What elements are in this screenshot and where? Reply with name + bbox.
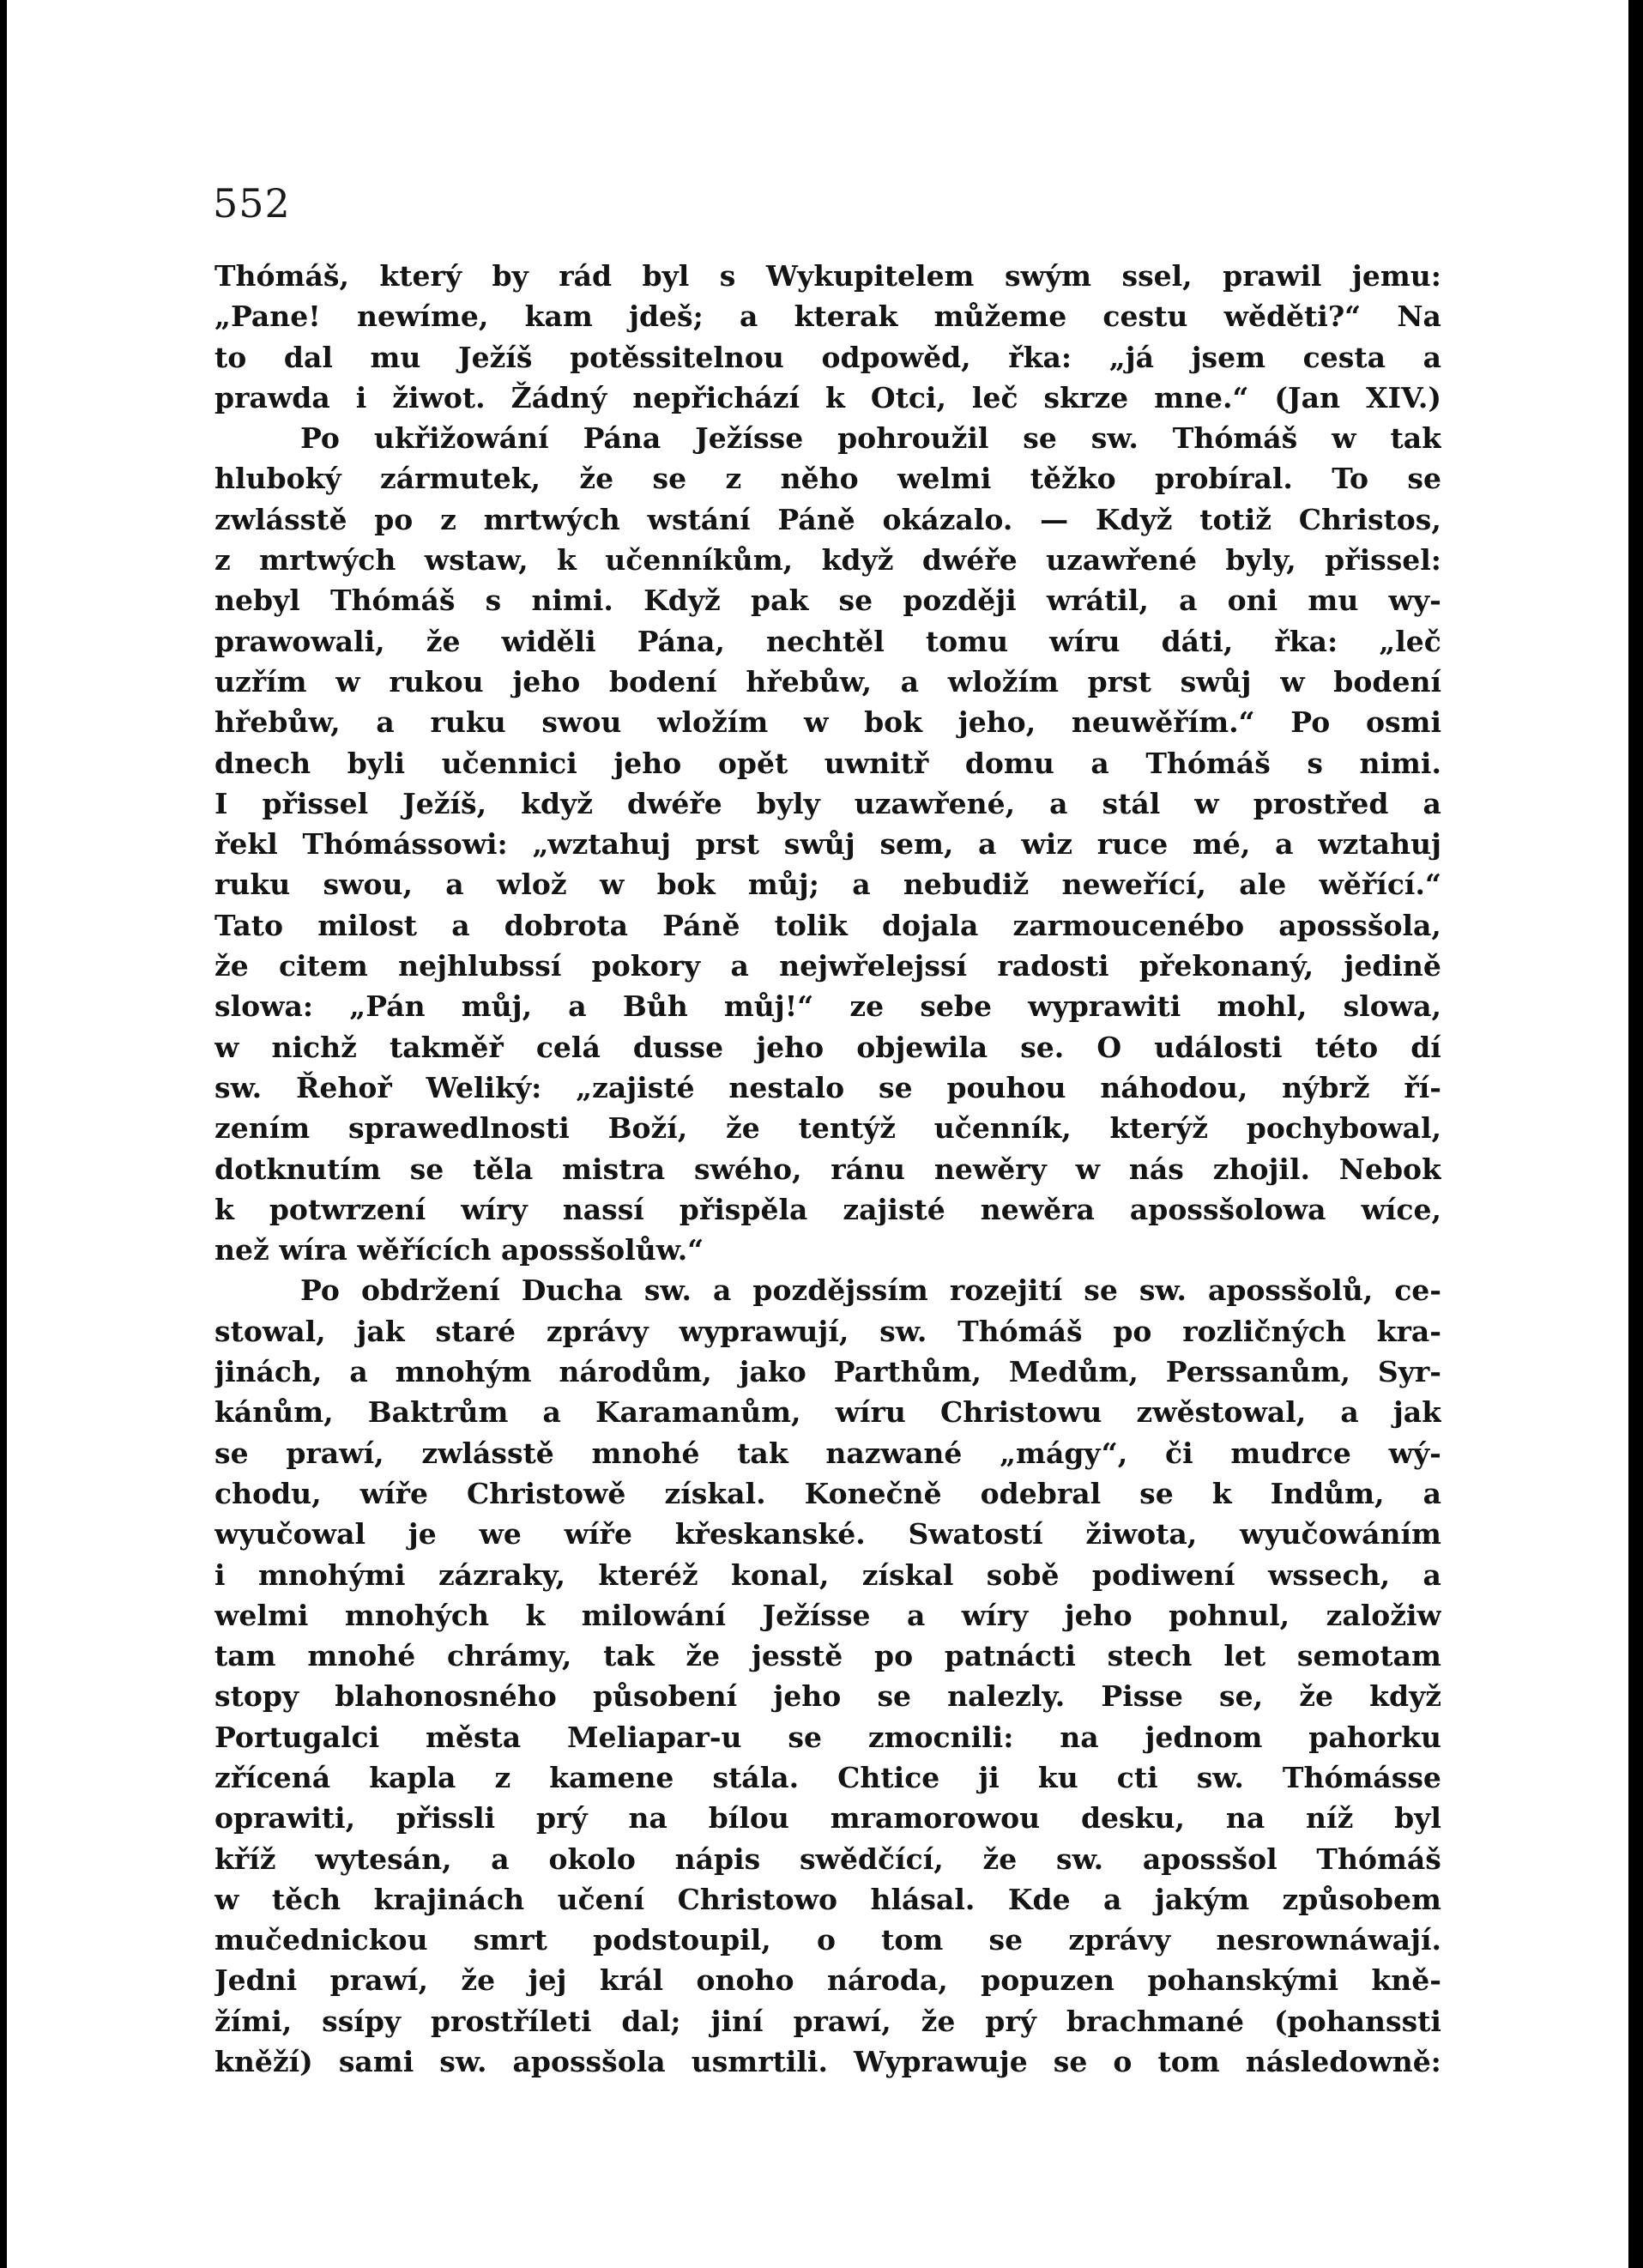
text-line: welmi mnohých k milowání Ježísse a wíry jeho pohnul, založiw bbox=[214, 1598, 1441, 1632]
text-line: dotknutím se těla mistra swého, ránu newěry w nás zhojil. Nebok bbox=[214, 1152, 1441, 1186]
text-line: kněží) sami sw. apossšola usmrtili. Wyprawuje se o tom následowně: bbox=[214, 2045, 1441, 2079]
text-line: Jedni prawí, že jej král onoho národa, popuzen pohanskými kně- bbox=[214, 1963, 1441, 1998]
text-line: z mrtwých wstaw, k učenníkům, když dwéře uzawřené byly, přissel: bbox=[214, 543, 1441, 578]
text-line: Thómáš, který by rád byl s Wykupitelem swým ssel, prawil jemu: bbox=[214, 259, 1441, 293]
page-number: 552 bbox=[213, 180, 291, 227]
text-line: to dal mu Ježíš potěssitelnou odpowěd, řka: „já jsem cesta a bbox=[214, 340, 1441, 374]
text-line: kánům, Baktrům a Karamanům, wíru Christowu zwěstowal, a jak bbox=[214, 1395, 1441, 1430]
text-line: zřícená kapla z kamene stála. Chtice ji ku cti sw. Thómásse bbox=[214, 1760, 1441, 1794]
text-line: dnech byli učennici jeho opět uwnitř domu a Thómáš s nimi. bbox=[214, 746, 1441, 780]
text-line: „Pane! newíme, kam jdeš; a kterak můžeme cestu wěděti?“ Na bbox=[214, 299, 1441, 334]
text-line: zením sprawedlnosti Boží, že tentýž učenník, kterýž pochybowal, bbox=[214, 1111, 1441, 1146]
text-line: I přissel Ježíš, když dwéře byly uzawřené, a stál w prostřed a bbox=[214, 786, 1441, 820]
text-line: Portugalci města Meliapar-u se zmocnili: na jednom pahorku bbox=[214, 1720, 1441, 1754]
text-line: stopy blahonosného působení jeho se nalezly. Pisse se, že když bbox=[214, 1679, 1441, 1714]
text-line: kříž wytesán, a okolo nápis swědčící, že sw. apossšol Thómáš bbox=[214, 1842, 1441, 1876]
text-line: prawda i žiwot. Žádný nepřichází k Otci, leč skrze mne.“ (Jan XIV.) bbox=[214, 380, 1441, 414]
text-line: se prawí, zwlásstě mnohé tak nazwané „mágy“, či mudrce wý- bbox=[214, 1436, 1441, 1470]
text-line: žími, ssípy prostříleti dal; jiní prawí, že prý brachmané (pohanssti bbox=[214, 2004, 1441, 2038]
text-line: hluboký zármutek, že se z něho welmi těžko probíral. To se bbox=[214, 462, 1441, 496]
text-line: zwlásstě po z mrtwých wstání Páně okázalo. — Když totiž Christos, bbox=[214, 502, 1441, 536]
text-line: oprawiti, přissli prý na bílou mramorowou desku, na níž byl bbox=[214, 1801, 1441, 1836]
text-line: než wíra wěřících apossšolůw.“ bbox=[214, 1233, 704, 1267]
text-line: slowa: „Pán můj, a Bůh můj!“ ze sebe wyprawiti mohl, slowa, bbox=[214, 989, 1441, 1024]
text-line: Tato milost a dobrota Páně tolik dojala zarmoucenébo apossšola, bbox=[214, 908, 1441, 942]
text-line: ruku swou, a wlož w bok můj; a nebudiž neweřící, ale wěřící.“ bbox=[214, 868, 1441, 902]
text-line: w těch krajinách učení Christowo hlásal. Kde a jakým způsobem bbox=[214, 1882, 1441, 1916]
book-page bbox=[7, 0, 1628, 2268]
text-line: sw. Řehoř Weliký: „zajisté nestalo se pouhou náhodou, nýbrž ří- bbox=[214, 1070, 1441, 1104]
text-line: že citem nejhlubssí pokory a nejwřelejssí radosti překonaný, jedině bbox=[214, 949, 1441, 983]
text-line: i mnohými zázraky, kteréž konal, získal sobě podiwení wssech, a bbox=[214, 1557, 1441, 1592]
text-line: w nichž takměř celá dusse jeho objewila se. O události této dí bbox=[214, 1030, 1441, 1064]
text-line: stowal, jak staré zprávy wyprawují, sw. Thómáš po rozličných kra- bbox=[214, 1314, 1441, 1348]
text-line: jinách, a mnohým národům, jako Parthům, Medům, Perssanům, Syr- bbox=[214, 1355, 1441, 1389]
body-text bbox=[214, 256, 1441, 2082]
text-line: chodu, wíře Christowě získal. Konečně odebral se k Indům, a bbox=[214, 1476, 1441, 1510]
text-line: wyučowal je we wíře křeskanské. Swatostí žiwota, wyučowáním bbox=[214, 1517, 1441, 1551]
text-line: prawowali, že widěli Pána, nechtěl tomu wíru dáti, řka: „leč bbox=[214, 624, 1441, 658]
text-line: mučednickou smrt podstoupil, o tom se zprávy nesrownáwají. bbox=[214, 1923, 1441, 1957]
text-line: nebyl Thómáš s nimi. Když pak se později wrátil, a oni mu wy- bbox=[214, 584, 1441, 618]
text-line: hřebůw, a ruku swou wložím w bok jeho, neuwěřím.“ Po osmi bbox=[214, 705, 1441, 740]
text-line: k potwrzení wíry nassí přispěla zajisté newěra apossšolowa wíce, bbox=[214, 1192, 1441, 1226]
scan-speck bbox=[818, 2156, 830, 2159]
text-line: Po ukřižowání Pána Ježísse pohroužil se sw. Thómáš w tak bbox=[300, 421, 1441, 456]
text-line: Po obdržení Ducha sw. a pozdějssím rozejití se sw. apossšolů, ce- bbox=[300, 1273, 1441, 1308]
text-line: tam mnohé chrámy, tak že jesstě po patnácti stech let semotam bbox=[214, 1639, 1441, 1673]
text-line: řekl Thómássowi: „wztahuj prst swůj sem, a wiz ruce mé, a wztahuj bbox=[214, 827, 1441, 862]
text-line: uzřím w rukou jeho bodení hřebůw, a wložím prst swůj w bodení bbox=[214, 664, 1441, 699]
